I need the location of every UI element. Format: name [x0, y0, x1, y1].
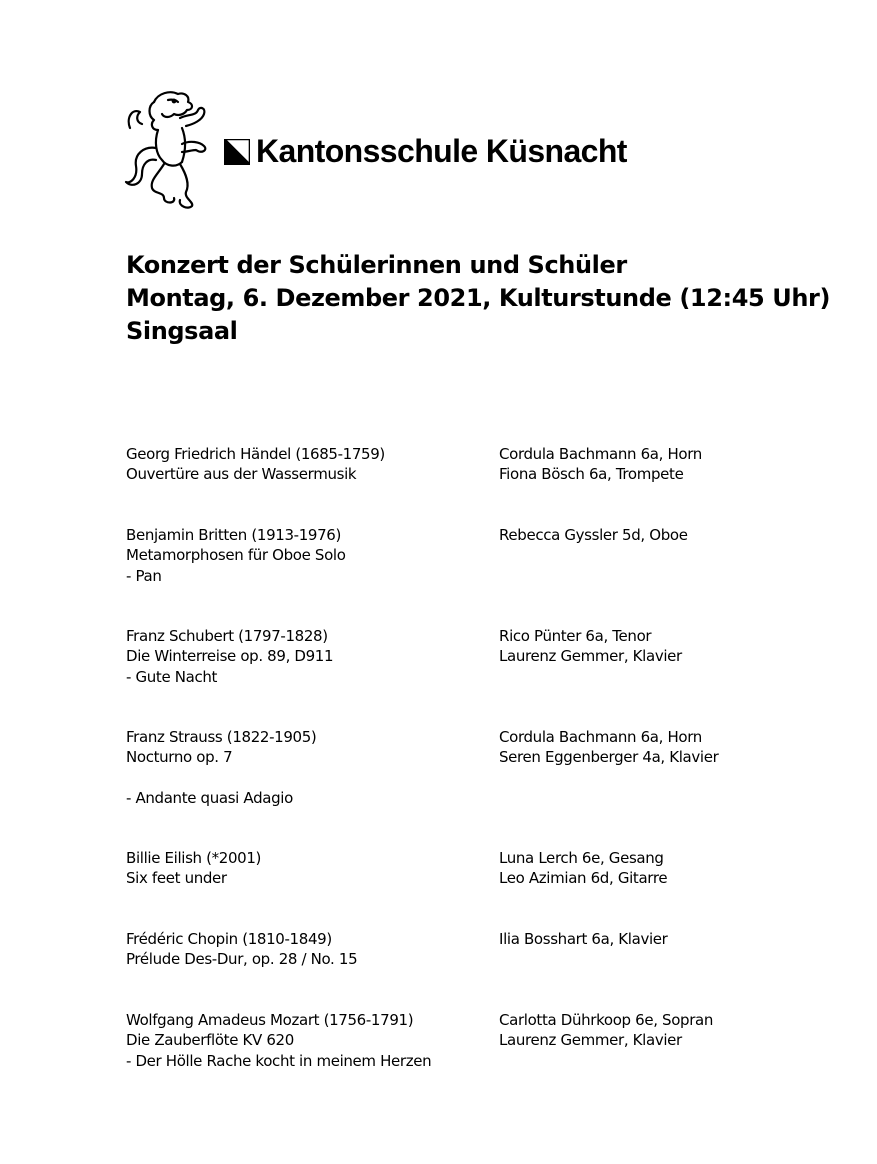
composer: Frédéric Chopin (1810-1849) — [126, 930, 332, 948]
school-name: Kantonsschule Küsnacht — [256, 133, 627, 169]
movement: - Andante quasi Adagio — [126, 788, 293, 807]
performer: Fiona Bösch 6a, Trompete — [499, 465, 684, 484]
composer: Franz Schubert (1797-1828) — [126, 627, 328, 645]
concert-date: Montag, 6. Dezember 2021, Kulturstunde (12:45 Uhr) — [126, 284, 831, 312]
concert-venue: Singsaal — [126, 317, 238, 345]
movement: - Gute Nacht — [126, 667, 218, 686]
performer: Luna Lerch 6e, Gesang — [499, 849, 664, 867]
work-title: Nocturno op. 7 — [126, 748, 233, 767]
composer: Franz Strauss (1822-1905) — [126, 728, 317, 746]
performer: Ilia Bosshart 6a, Klavier — [499, 930, 668, 948]
performer: Cordula Bachmann 6a, Horn — [499, 728, 702, 746]
composer: Billie Eilish (*2001) — [126, 849, 262, 867]
work-title: Ouvertüre aus der Wassermusik — [126, 465, 357, 484]
performer: Carlotta Dührkoop 6e, Sopran — [499, 1011, 714, 1029]
performer: Laurenz Gemmer, Klavier — [499, 647, 682, 666]
work-title: Six feet under — [126, 869, 227, 888]
performer: Laurenz Gemmer, Klavier — [499, 1031, 682, 1050]
work-title: Prélude Des-Dur, op. 28 / No. 15 — [126, 950, 358, 969]
lion-logo-icon — [124, 88, 216, 212]
composer: Georg Friedrich Händel (1685-1759) — [126, 445, 385, 463]
performer: Cordula Bachmann 6a, Horn — [499, 445, 702, 463]
movement: - Der Hölle Rache kocht in meinem Herzen — [126, 1051, 432, 1070]
performer: Leo Azimian 6d, Gitarre — [499, 869, 668, 888]
work-title: Die Winterreise op. 89, D911 — [126, 647, 334, 666]
performer: Seren Eggenberger 4a, Klavier — [499, 748, 719, 767]
concert-heading — [126, 249, 830, 348]
kanton-mark-icon — [224, 139, 250, 165]
concert-title: Konzert der Schülerinnen und Schüler — [126, 251, 627, 279]
composer: Benjamin Britten (1913-1976) — [126, 526, 341, 544]
work-title: Die Zauberflöte KV 620 — [126, 1031, 294, 1050]
performer: Rico Pünter 6a, Tenor — [499, 627, 652, 645]
composer: Wolfgang Amadeus Mozart (1756-1791) — [126, 1011, 414, 1029]
performer: Rebecca Gyssler 5d, Oboe — [499, 526, 688, 544]
movement: - Pan — [126, 566, 162, 585]
work-title: Metamorphosen für Oboe Solo — [126, 546, 346, 565]
